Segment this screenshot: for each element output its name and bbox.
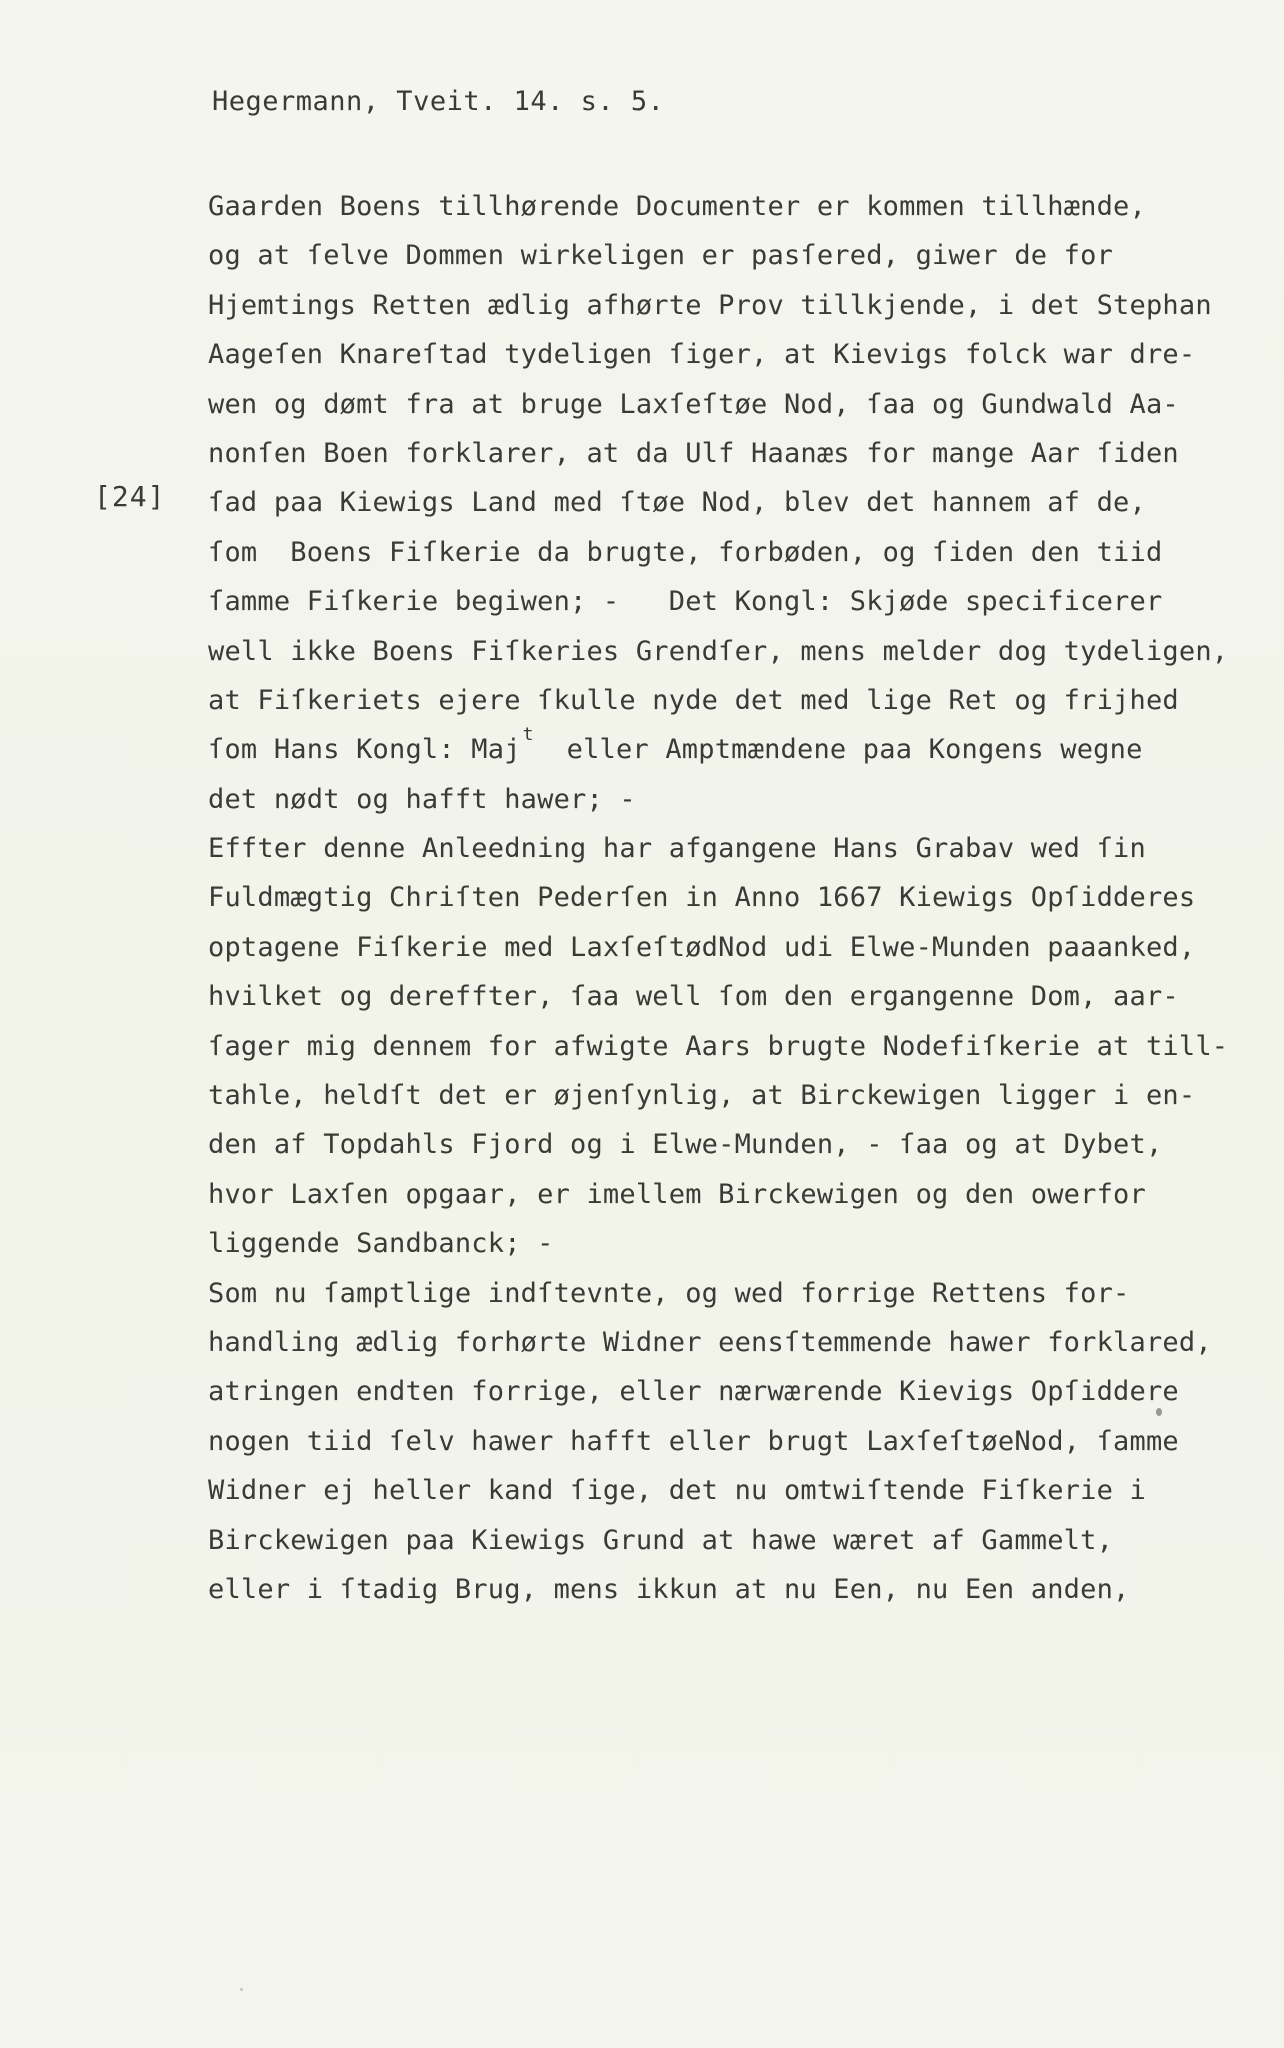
text-line: tahle, heldſt det er øjenſynlig, at Birckewigen ligger i en-	[208, 1080, 1196, 1112]
text-line: Birckewigen paa Kiewigs Grund at hawe wæret af Gammelt,	[208, 1524, 1114, 1556]
text-line: at Fiſkeriets ejere ſkulle nyde det med lige Ret og frijhed	[208, 684, 1179, 716]
text-line: liggende Sandbanck; -	[208, 1228, 554, 1260]
paper-speck	[1156, 1408, 1162, 1416]
superscript: t	[522, 724, 534, 746]
text-line: Fuldmægtig Chriſten Pederſen in Anno 1667 Kiewigs Opſidderes	[208, 882, 1196, 914]
text-line: Aageſen Knareſtad tydeligen ſiger, at Kievigs folck war dre-	[208, 339, 1196, 371]
text-line: eller i ſtadig Brug, mens ikkun at nu Een, nu Een anden,	[208, 1573, 1130, 1605]
text-line: Widner ej heller kand ſige, det nu omtwiſtende Fiſkerie i	[208, 1475, 1146, 1507]
text-line: den af Topdahls Fjord og i Elwe-Munden, - ſaa og at Dybet,	[208, 1129, 1163, 1161]
page-header: Hegermann, Tveit. 14. s. 5.	[212, 86, 665, 117]
text-line: ſad paa Kiewigs Land med ſtøe Nod, blev det hannem af de,	[208, 487, 1146, 519]
margin-page-number: [24]	[94, 480, 166, 513]
text-line: Gaarden Boens tillhørende Documenter er kommen tillhænde,	[208, 191, 1146, 222]
text-line: ſamme Fiſkerie begiwen; - Det Kongl: Skjøde specificerer	[208, 586, 1163, 618]
text-line: det nødt og hafft hawer; -	[208, 783, 636, 815]
text-line: hvilket og dereffter, ſaa well ſom den ergangenne Dom, aar-	[208, 981, 1179, 1013]
text-line: ſager mig dennem for afwigte Aars brugte Nodefiſkerie at till-	[208, 1030, 1229, 1062]
text-line: nogen tiid ſelv hawer hafft eller brugt LaxſeſtøeNod, ſamme	[208, 1425, 1179, 1457]
paper-speck	[240, 1988, 243, 1991]
text-segment: eller Amptmændene paa Kongens wegne	[533, 734, 1143, 766]
text-line: Effter denne Anleedning har afgangene Hans Grabav wed ſin	[208, 833, 1146, 865]
text-line: atringen endten forrige, eller nærwærende Kievigs Opſiddere	[208, 1376, 1179, 1408]
text-line: Hjemtings Retten ædlig afhørte Prov tillkjende, i det Stephan	[208, 289, 1212, 321]
text-line: Som nu ſamptlige indſtevnte, og wed forrige Rettens for-	[208, 1277, 1130, 1309]
text-line: optagene Fiſkerie med LaxſeſtødNod udi Elwe-Munden paaanked,	[208, 931, 1196, 963]
text-line: well ikke Boens Fiſkeries Grendſer, mens melder dog tydeligen,	[208, 635, 1229, 667]
text-line: og at ſelve Dommen wirkeligen er pasſered, giwer de for	[208, 240, 1114, 272]
text-segment: ſom Hans Kongl: Maj	[208, 734, 521, 766]
text-line: ſom Boens Fiſkerie da brugte, forbøden, og ſiden den tiid	[208, 536, 1163, 568]
document-body	[208, 182, 1229, 1614]
text-line-with-superscript	[208, 725, 1158, 774]
text-line: nonſen Boen forklarer, at da Ulf Haanæs for mange Aar ſiden	[208, 437, 1179, 469]
text-line: hvor Laxſen opgaar, er imellem Birckewigen og den owerfor	[208, 1178, 1146, 1210]
text-line: handling ædlig forhørte Widner eensſtemmende hawer forklared,	[208, 1326, 1212, 1358]
text-line: wen og dømt fra at bruge Laxſeſtøe Nod, ſaa og Gundwald Aa-	[208, 388, 1179, 420]
